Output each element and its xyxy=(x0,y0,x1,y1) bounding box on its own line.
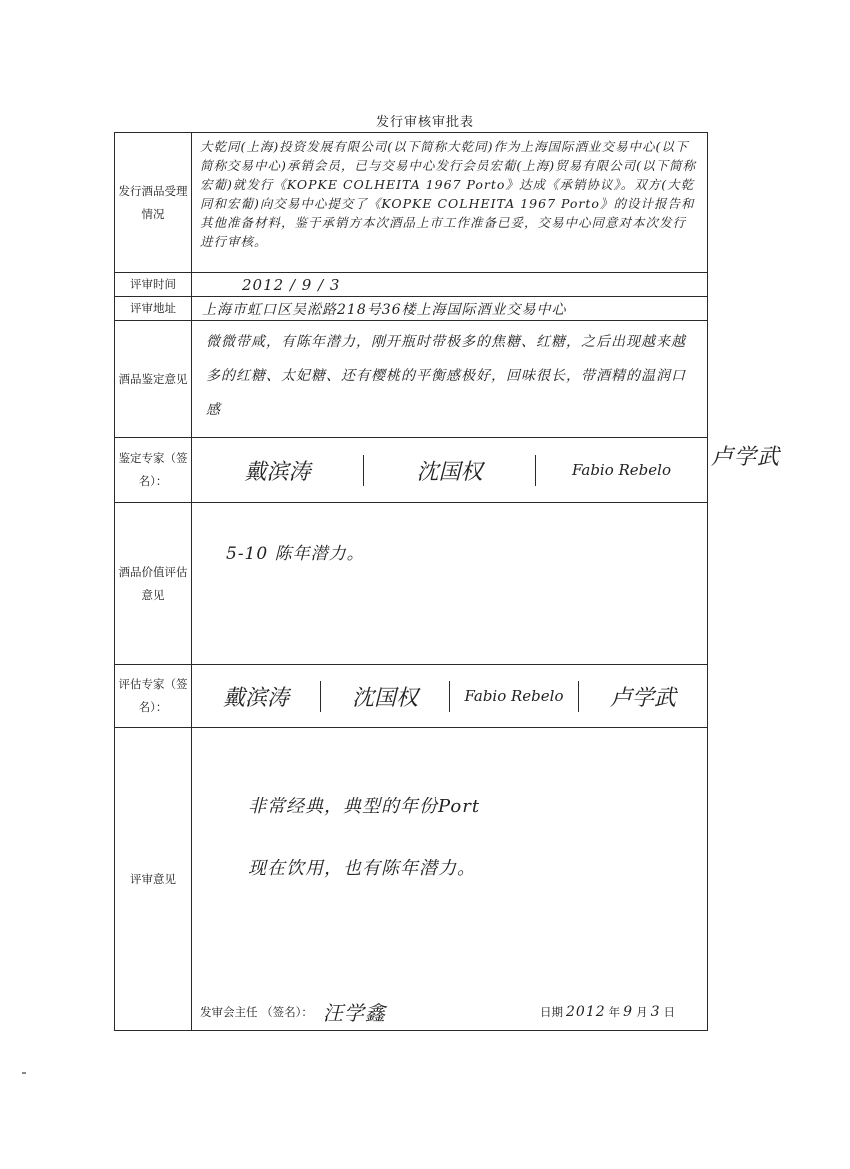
assessment-signature-1: 戴滨涛 xyxy=(222,685,289,711)
appraisal-signature-3: Fabio Rebelo xyxy=(535,455,707,486)
appraisal-experts-label: 鉴定专家（签名）： xyxy=(115,438,192,503)
review-opinion-line-1: 非常经典，典型的年份Port xyxy=(248,796,481,817)
review-opinion-line-2: 现在饮用，也有陈年潜力。 xyxy=(248,858,476,879)
date-block xyxy=(540,1004,675,1020)
appraisal-cell xyxy=(192,321,708,438)
assessment-signature-2: 沈国权 xyxy=(320,681,449,712)
value-assessment-text: 5-10 陈年潜力。 xyxy=(226,544,365,564)
date-label: 日期 xyxy=(540,1004,564,1019)
review-address-value: 上海市虹口区吴淞路218号36楼上海国际酒业交易中心 xyxy=(202,301,567,318)
review-time-label: 评审时间 xyxy=(115,273,192,297)
acceptance-label: 发行酒品受理情况 xyxy=(115,133,192,273)
chair-signature: 汪学鑫 xyxy=(322,1001,386,1025)
chair-label: 发审会主任 （签名）： xyxy=(200,1004,313,1019)
acceptance-cell xyxy=(192,133,708,273)
date-day-char: 日 xyxy=(663,1004,675,1019)
review-time-value: 2012 / 9 / 3 xyxy=(242,276,341,294)
acceptance-text: 大乾同(上海)投资发展有限公司(以下简称大乾同)作为上海国际酒业交易中心(以下简称交易中心)承销会员，已与交易中心发行会员宏葡(上海)贸易有限公司(以下简称宏葡)就发行《KOPKE COLHEITA 1967 Porto》达成《承销协议》。双方(大乾同和宏葡)向交易中心提交了《KOPKE COLHEITA 1967 Porto》的设计报告和其他准备材料，鉴于承销方本次酒品上市工作准备已妥，交易中心同意对本次发行进行审核。 xyxy=(200,139,697,249)
value-assessment-cell xyxy=(192,503,708,665)
scan-mark xyxy=(22,1072,26,1074)
date-month-char: 月 xyxy=(636,1004,648,1019)
review-opinion-label: 评审意见 xyxy=(115,728,192,1031)
review-opinion-footer xyxy=(200,997,699,1026)
assessment-signature-4: 卢学武 xyxy=(578,681,707,712)
review-opinion-cell xyxy=(192,728,708,1031)
date-day: 3 xyxy=(650,1003,661,1020)
appraisal-signature-1: 戴滨涛 xyxy=(244,459,311,485)
assessment-signature-3: Fabio Rebelo xyxy=(449,681,578,712)
date-year-char: 年 xyxy=(608,1004,621,1019)
appraisal-label: 酒品鉴定意见 xyxy=(115,321,192,438)
review-approval-table xyxy=(114,132,708,1031)
appraisal-text: 微微带咸，有陈年潜力，刚开瓶时带极多的焦糖、红糖，之后出现越来越多的红糖、太妃糖、还有樱桃的平衡感极好，回味很长，带酒精的温润口感 xyxy=(206,334,686,418)
date-year: 2012 xyxy=(566,1003,606,1020)
appraisal-experts-cell xyxy=(192,438,708,503)
form-title: 发行审核审批表 xyxy=(375,115,474,130)
review-address-cell xyxy=(192,297,708,321)
appraisal-signature-2: 沈国权 xyxy=(363,455,535,486)
date-month: 9 xyxy=(623,1003,634,1020)
assessment-experts-cell xyxy=(192,665,708,728)
appraisal-signature-4: 卢学武 xyxy=(711,445,781,470)
review-time-cell xyxy=(192,273,708,297)
value-assessment-label: 酒品价值评估意见 xyxy=(115,503,192,665)
assessment-experts-label: 评估专家（签名）： xyxy=(115,665,192,728)
review-opinion-text xyxy=(248,776,688,900)
review-address-label: 评审地址 xyxy=(115,297,192,321)
